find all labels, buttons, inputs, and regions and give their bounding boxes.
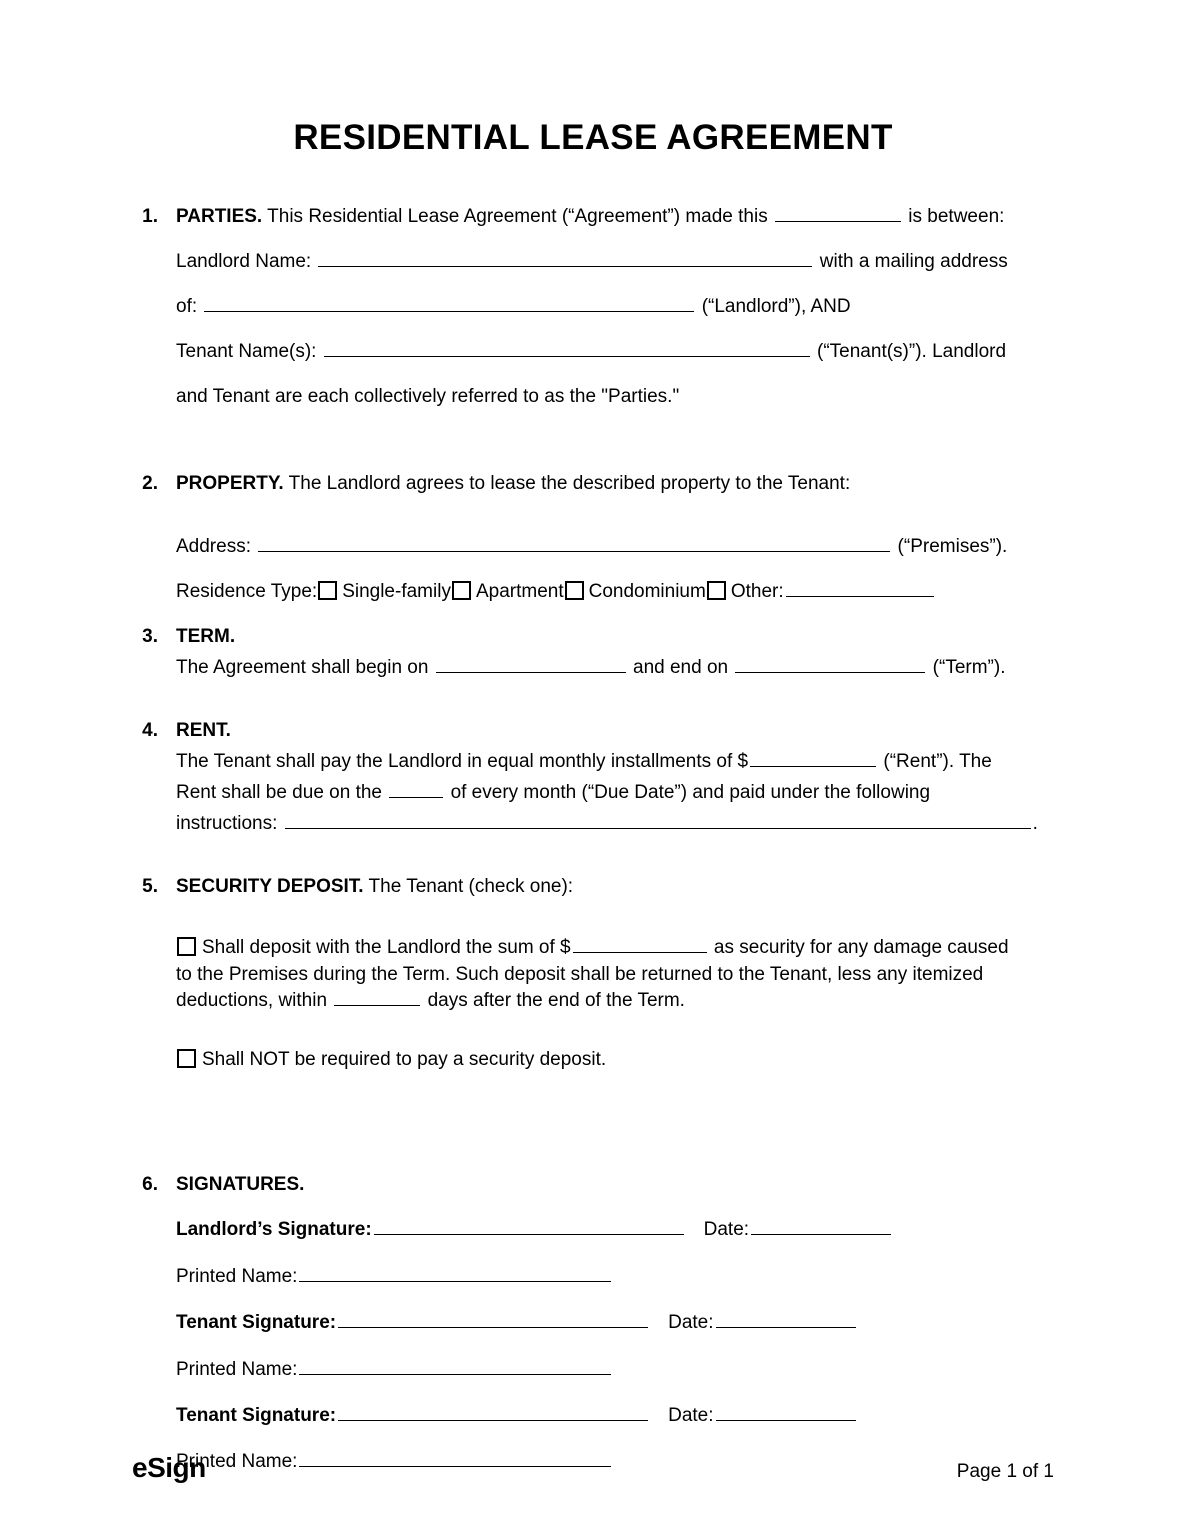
clause-body: [176, 469, 1054, 608]
rent-amount-blank[interactable]: [750, 751, 876, 767]
rent-instructions-blank[interactable]: [285, 813, 1031, 829]
signature-row-tenant-2: [176, 1401, 1054, 1431]
property-address-label: Address:: [176, 535, 251, 557]
clause-property: [132, 469, 1054, 608]
rent-line-1: [176, 747, 1054, 778]
rent-amount-before: The Tenant shall pay the Landlord in equal monthly installments of $: [176, 750, 749, 772]
residence-type-line: [176, 577, 1054, 608]
clause-number: 1.: [142, 206, 158, 227]
rent-due-before: Rent shall be due on the: [176, 781, 382, 803]
landlord-address-after: (“Landlord”), AND: [701, 295, 851, 317]
tenant-name-blank[interactable]: [324, 341, 810, 357]
tenant2-date-label: Date:: [668, 1404, 714, 1426]
tenant1-date-label: Date:: [668, 1312, 714, 1334]
signature-row-landlord: [176, 1215, 1054, 1245]
landlord-signature-blank[interactable]: [374, 1219, 684, 1235]
signature-row-tenant-1: [176, 1308, 1054, 1338]
clause-parties: [132, 202, 1054, 413]
term-middle: and end on: [633, 656, 729, 678]
checkbox-condominium[interactable]: [565, 581, 584, 600]
option-label-condominium: Condominium: [588, 580, 706, 602]
landlord-printed-name-blank[interactable]: [299, 1266, 611, 1282]
residence-type-label: Residence Type:: [176, 580, 318, 602]
landlord-date-label: Date:: [703, 1219, 750, 1241]
checkbox-single-family[interactable]: [318, 581, 337, 600]
property-intro: The Landlord agrees to lease the described property to the Tenant:: [288, 472, 851, 494]
deposit-option1-d: deductions, within: [176, 990, 328, 1012]
landlord-address-line: [176, 292, 1054, 323]
term-after: (“Term”).: [932, 656, 1006, 678]
property-address-line: [176, 532, 1054, 563]
clause-body: [176, 716, 1054, 840]
landlord-address-label: of:: [176, 295, 198, 317]
clause-number: 4.: [142, 719, 158, 741]
signatures-heading: SIGNATURES.: [176, 1174, 305, 1196]
tenant2-signature-label: Tenant Signature:: [176, 1404, 337, 1426]
checkbox-deposit-required[interactable]: [177, 937, 196, 956]
clause-signatures: [132, 1170, 1054, 1493]
landlord-date-blank[interactable]: [751, 1219, 891, 1235]
deposit-option1-b: as security for any damage caused: [713, 936, 1009, 958]
term-end-blank[interactable]: [735, 657, 925, 673]
date-blank[interactable]: [775, 206, 901, 222]
rent-due-after: of every month (“Due Date”) and paid under the following: [450, 781, 931, 803]
rent-heading: RENT.: [176, 719, 231, 741]
clause-number: 5.: [142, 875, 158, 897]
clause-term: [132, 622, 1054, 684]
landlord-name-after: with a mailing address: [819, 250, 1008, 272]
term-before: The Agreement shall begin on: [176, 656, 429, 678]
deposit-heading: SECURITY DEPOSIT.: [176, 875, 364, 897]
clause-body: [176, 202, 1054, 413]
tenant-name-line: [176, 337, 1054, 368]
checkbox-other[interactable]: [707, 581, 726, 600]
deposit-amount-blank[interactable]: [573, 937, 707, 953]
parties-intro-after: is between:: [908, 206, 1005, 227]
tenant2-signature-blank[interactable]: [338, 1405, 648, 1421]
clause-number: 2.: [142, 472, 158, 494]
tenant1-signature-blank[interactable]: [338, 1312, 648, 1328]
printed-name-row-tenant-1: [176, 1355, 1054, 1385]
parties-heading: PARTIES.: [176, 206, 263, 227]
tenant1-signature-label: Tenant Signature:: [176, 1312, 337, 1334]
deposit-return-days-blank[interactable]: [334, 990, 420, 1006]
property-intro-line: [176, 469, 1054, 500]
printed-name-row-landlord: [176, 1262, 1054, 1292]
tenant-name-label: Tenant Name(s):: [176, 340, 317, 362]
rent-line-2: [176, 778, 1054, 809]
landlord-address-blank[interactable]: [204, 296, 694, 312]
property-heading: PROPERTY.: [176, 472, 284, 494]
deposit-option1-c: to the Premises during the Term. Such deposit shall be returned to the Tenant, less any itemized: [176, 963, 984, 985]
tenant2-printed-name-label: Printed Name:: [176, 1451, 298, 1473]
other-residence-blank[interactable]: [786, 581, 934, 597]
landlord-name-blank[interactable]: [318, 251, 812, 267]
landlord-signature-label: Landlord’s Signature:: [176, 1219, 372, 1241]
deposit-option2-text: Shall NOT be required to pay a security deposit.: [202, 1049, 607, 1071]
page-title: RESIDENTIAL LEASE AGREEMENT: [293, 118, 893, 157]
clause-body: [176, 622, 1054, 684]
landlord-name-label: Landlord Name:: [176, 250, 312, 272]
clause-number: 3.: [142, 625, 158, 647]
tenant1-printed-name-blank[interactable]: [299, 1359, 611, 1375]
deposit-intro-line: [176, 872, 1054, 903]
rent-instructions-after: .: [1032, 812, 1038, 834]
tenant2-date-blank[interactable]: [716, 1405, 856, 1421]
option-label-apartment: Apartment: [475, 580, 564, 602]
clause-number: 6.: [142, 1174, 158, 1196]
deposit-option1-a: Shall deposit with the Landlord the sum of $: [202, 936, 571, 958]
tenant1-printed-name-label: Printed Name:: [176, 1358, 298, 1380]
page-number: Page 1 of 1: [956, 1461, 1054, 1482]
option-label-single-family: Single-family: [342, 580, 451, 602]
tenant-name-after: (“Tenant(s)”). Landlord: [817, 340, 1007, 362]
esign-logo: eSign: [132, 1452, 206, 1483]
clause-rent: [132, 716, 1054, 840]
rent-amount-after: (“Rent”). The: [883, 750, 992, 772]
rent-instructions-label: instructions:: [176, 812, 278, 834]
clause-security-deposit: [132, 872, 1054, 1075]
checkbox-apartment[interactable]: [452, 581, 471, 600]
page-footer: [132, 1452, 1054, 1484]
landlord-printed-name-label: Printed Name:: [176, 1265, 298, 1287]
rent-line-3: [176, 809, 1054, 840]
clause-body: [176, 1170, 1054, 1493]
deposit-option-1: [176, 935, 1054, 1016]
term-line: [176, 653, 1054, 684]
tenant1-date-blank[interactable]: [716, 1312, 856, 1328]
parties-intro-line: [176, 202, 1054, 233]
option-label-other: Other:: [730, 580, 784, 602]
term-heading: TERM.: [176, 625, 236, 647]
parties-intro-before: This Residential Lease Agreement (“Agreement”) made this: [267, 206, 768, 227]
landlord-name-line: [176, 247, 1054, 278]
property-address-blank[interactable]: [258, 536, 890, 552]
clause-body: [176, 872, 1054, 1075]
property-address-after: (“Premises”).: [897, 535, 1008, 557]
deposit-option-2: [176, 1047, 1054, 1074]
term-start-blank[interactable]: [436, 657, 626, 673]
parties-closing: and Tenant are each collectively referred to as the "Parties.": [176, 385, 680, 407]
deposit-intro: The Tenant (check one):: [368, 875, 574, 897]
rent-due-date-blank[interactable]: [389, 782, 443, 798]
deposit-option1-e: days after the end of the Term.: [427, 990, 685, 1012]
checkbox-deposit-not-required[interactable]: [177, 1049, 196, 1068]
